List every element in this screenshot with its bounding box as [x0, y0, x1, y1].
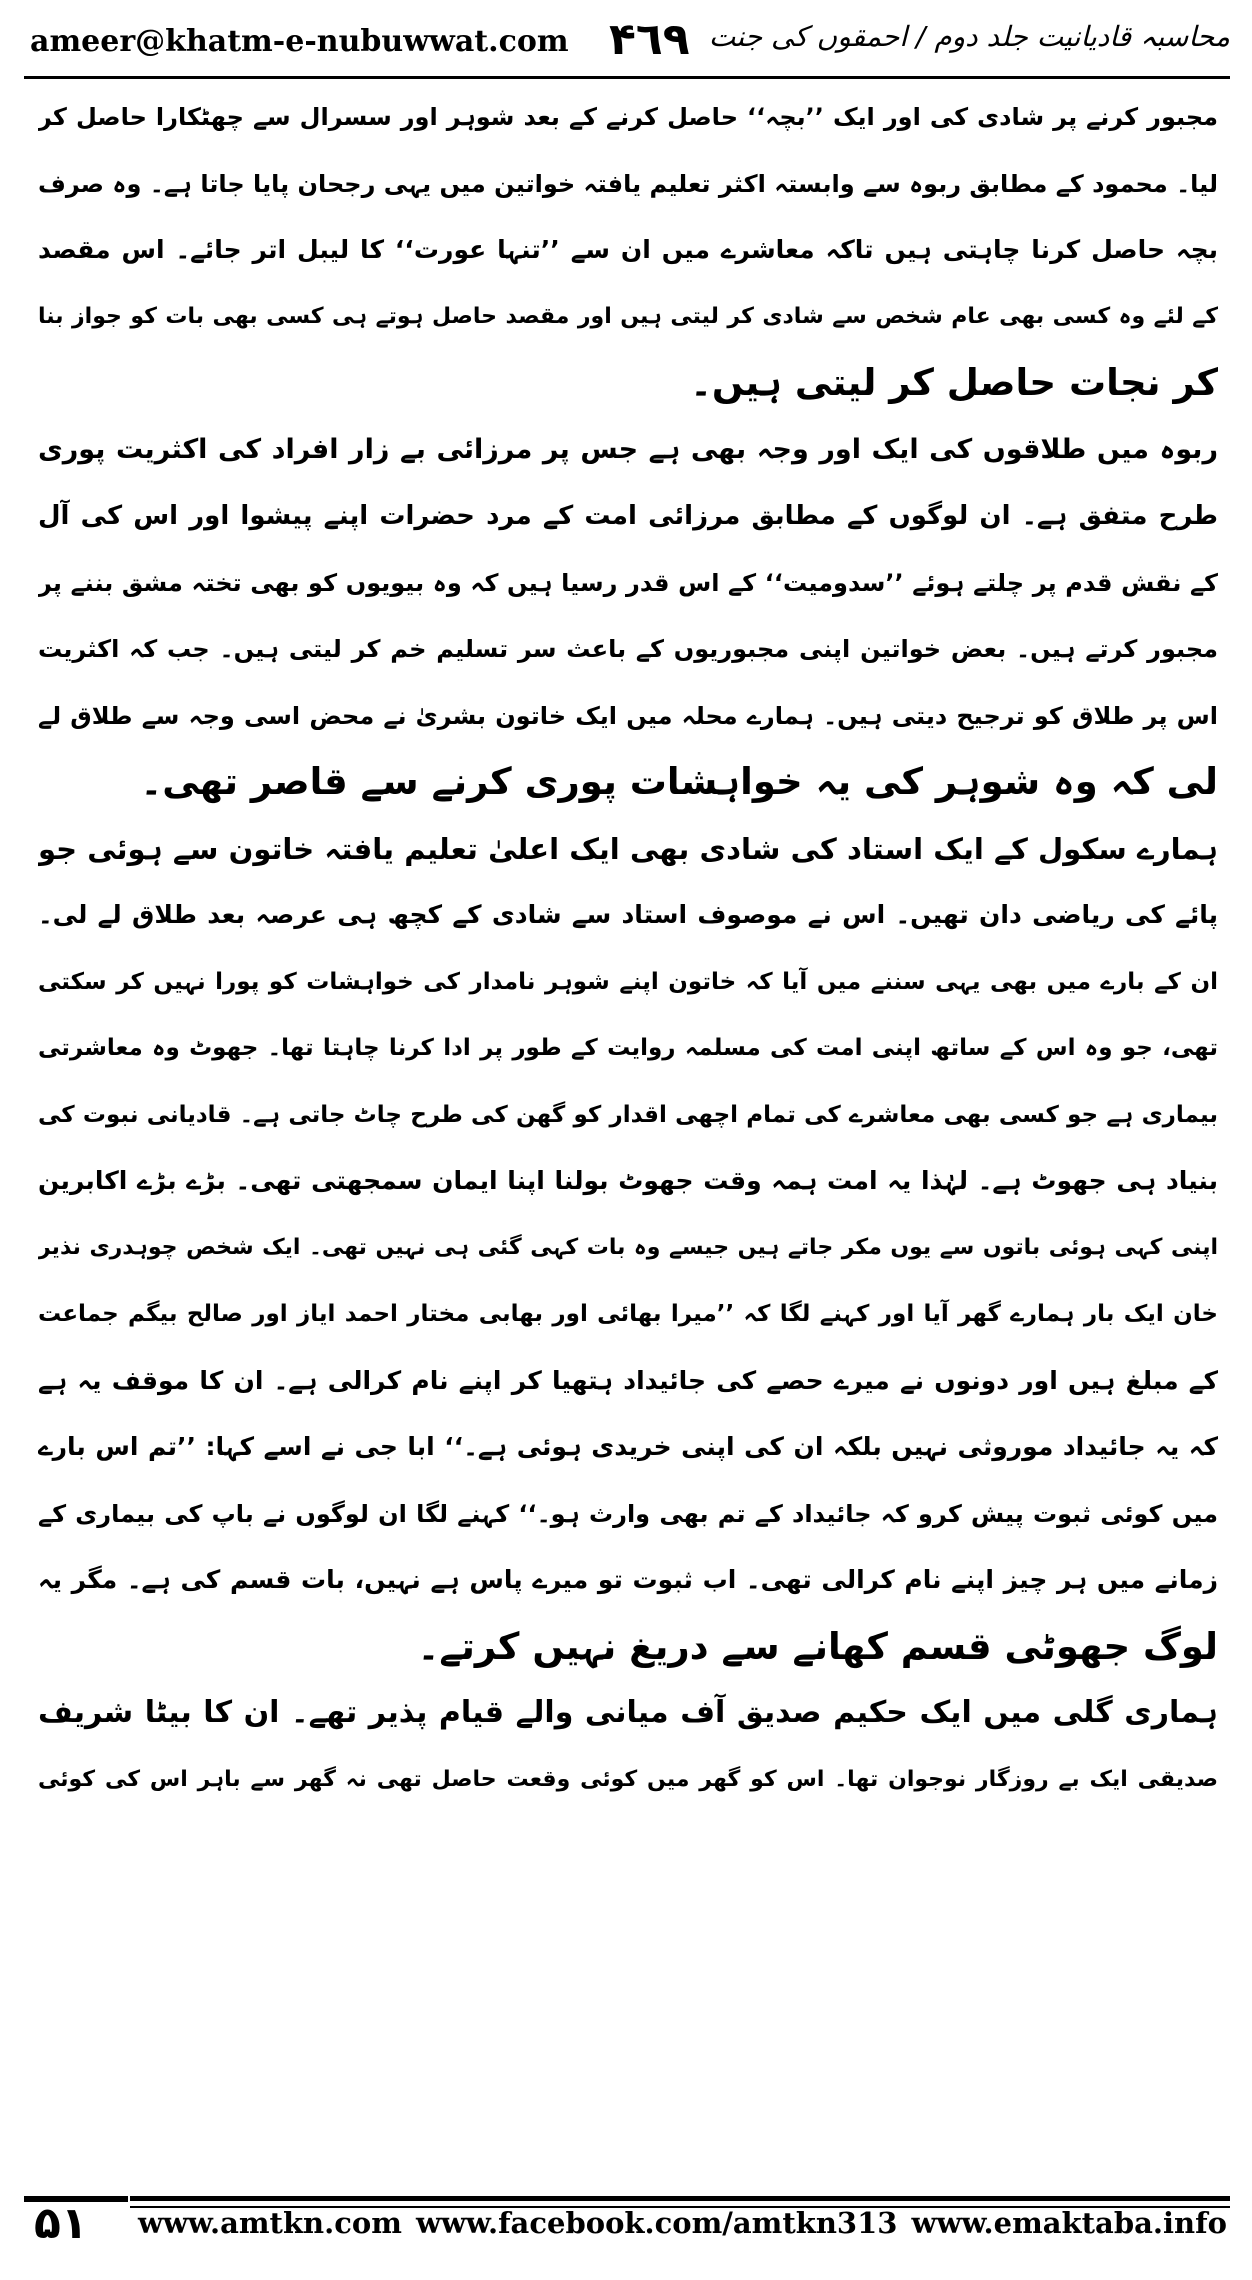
header-title: محاسبہ قادیانیت جلد دوم / احمقوں کی جنت — [708, 20, 1230, 53]
text-line: ہمارے سکول کے ایک استاد کی شادی بھی ایک اعلیٰ تعلیم یافتہ خاتون سے ہوئی جو — [38, 831, 1218, 866]
text-line: ربوہ میں طلاقوں کی ایک اور وجہ بھی ہے جس پر مرزائی بے زار افراد کی اکثریت پوری — [38, 433, 1218, 465]
text-line: میں کوئی ثبوت پیش کرو کہ جائیداد کے تم بھی وارث ہو۔‘‘ کہنے لگا ان لوگوں نے باپ کی بیماری کے — [38, 1499, 1218, 1528]
text-line: لوگ جھوٹی قسم کھانے سے دریغ نہیں کرتے۔ — [417, 1624, 1218, 1668]
text-line: اپنی کہی ہوئی باتوں سے یوں مکر جاتے ہیں جیسے وہ بات کہی گئی ہی نہیں تھی۔ ایک شخص چوہدری نذیر — [38, 1234, 1218, 1260]
text-line: مجبور کرنے پر شادی کی اور ایک ’’بچہ‘‘ حاصل کرنے کے بعد شوہر اور سسرال سے چھٹکارا حاصل کر — [38, 103, 1218, 131]
text-line: بچہ حاصل کرنا چاہتی ہیں تاکہ معاشرے میں ان سے ’’تنہا عورت‘‘ کا لیبل اتر جائے۔ اس مقصد — [38, 235, 1218, 264]
text-line: طرح متفق ہے۔ ان لوگوں کے مطابق مرزائی امت کے مرد حضرات اپنے پیشوا اور اس کی آل — [38, 501, 1218, 531]
header-page-number: ۴٦٩ — [609, 14, 690, 65]
text-line: تھی، جو وہ اس کے ساتھ اپنی امت کی مسلمہ روایت کے طور پر ادا کرنا چاہتا تھا۔ جھوٹ وہ معاشرتی — [38, 1035, 1218, 1061]
text-line: بیماری ہے جو کسی بھی معاشرے کی تمام اچھی اقدار کو گھن کی طرح چاٹ جاتی ہے۔ قادیانی نبوت کی — [38, 1101, 1218, 1128]
text-line: لیا۔ محمود کے مطابق ربوہ سے وابستہ اکثر تعلیم یافتہ خواتین میں یہی رجحان پایا جاتا ہے۔ وہ صرف — [38, 169, 1218, 198]
text-line: ان کے بارے میں بھی یہی سننے میں آیا کہ خاتون اپنے شوہر نامدار کی خواہشات کو پورا نہیں کر سکتی — [38, 968, 1218, 995]
text-line: خان ایک بار ہمارے گھر آیا اور کہنے لگا کہ ’’میرا بھائی اور بھابی مختار احمد ایاز اور صالح بیگم جماعت — [38, 1301, 1218, 1327]
footer-urls: www.amtkn.com www.facebook.com/amtkn313 www.emaktaba.info — [138, 2206, 1227, 2240]
text-line: پائے کی ریاضی دان تھیں۔ اس نے موصوف استاد سے شادی کے کچھ ہی عرصہ بعد طلاق لے لی۔ — [38, 900, 1218, 929]
text-line: کے لئے وہ کسی بھی عام شخص سے شادی کر لیتی ہیں اور مقصد حاصل ہوتے ہی کسی بھی بات کو جواز بنا — [38, 303, 1218, 329]
footer-page-number: ۵۱ — [34, 2198, 88, 2249]
text-line: کے مبلغ ہیں اور دونوں نے میرے حصے کی جائیداد ہتھیا کر اپنے نام کرالی ہے۔ ان کا موقف یہ ہے — [38, 1365, 1218, 1395]
text-line: صدیقی ایک بے روزگار نوجوان تھا۔ اس کو گھر میں کوئی وقعت حاصل تھی نہ گھر سے باہر اس کی کوئی — [38, 1766, 1218, 1792]
header-rule — [24, 76, 1230, 79]
text-line: ہماری گلی میں ایک حکیم صدیق آف میانی والے قیام پذیر تھے۔ ان کا بیٹا شریف — [38, 1695, 1218, 1730]
header-email: ameer@khatm-e-nubuwwat.com — [30, 24, 569, 59]
text-line: کر نجات حاصل کر لیتی ہیں۔ — [690, 361, 1218, 404]
text-line: کہ یہ جائیداد موروثی نہیں بلکہ ان کی اپنی خریدی ہوئی ہے۔‘‘ ابا جی نے اسے کہا: ’’تم اس بارے — [38, 1432, 1218, 1461]
text-line: کے نقش قدم پر چلتے ہوئے ’’سدومیت‘‘ کے اس قدر رسیا ہیں کہ وہ بیویوں کو بھی تختہ مشق بننے پر — [38, 568, 1218, 597]
text-line: اس پر طلاق کو ترجیح دیتی ہیں۔ ہمارے محلہ میں ایک خاتون بشریٰ نے محض اسی وجہ سے طلاق لے — [38, 701, 1218, 730]
text-line: بنیاد ہی جھوٹ ہے۔ لہٰذا یہ امت ہمہ وقت جھوٹ بولنا اپنا ایمان سمجھتی تھی۔ بڑے بڑے اکابرین — [38, 1166, 1218, 1195]
text-line: مجبور کرتے ہیں۔ بعض خواتین اپنی مجبوریوں کے باعث سر تسلیم خم کر لیتی ہیں۔ جب کہ اکثریت — [38, 635, 1218, 663]
body-text — [38, 84, 1218, 1813]
text-line: لی کہ وہ شوہر کی یہ خواہشات پوری کرنے سے قاصر تھی۔ — [140, 760, 1218, 803]
page-header — [24, 14, 1236, 74]
text-line: زمانے میں ہر چیز اپنے نام کرالی تھی۔ اب ثبوت تو میرے پاس ہے نہیں، بات قسم کی ہے۔ مگر یہ — [38, 1565, 1218, 1594]
footer-rule-thick — [130, 2196, 1230, 2201]
page-footer — [0, 2196, 1252, 2280]
